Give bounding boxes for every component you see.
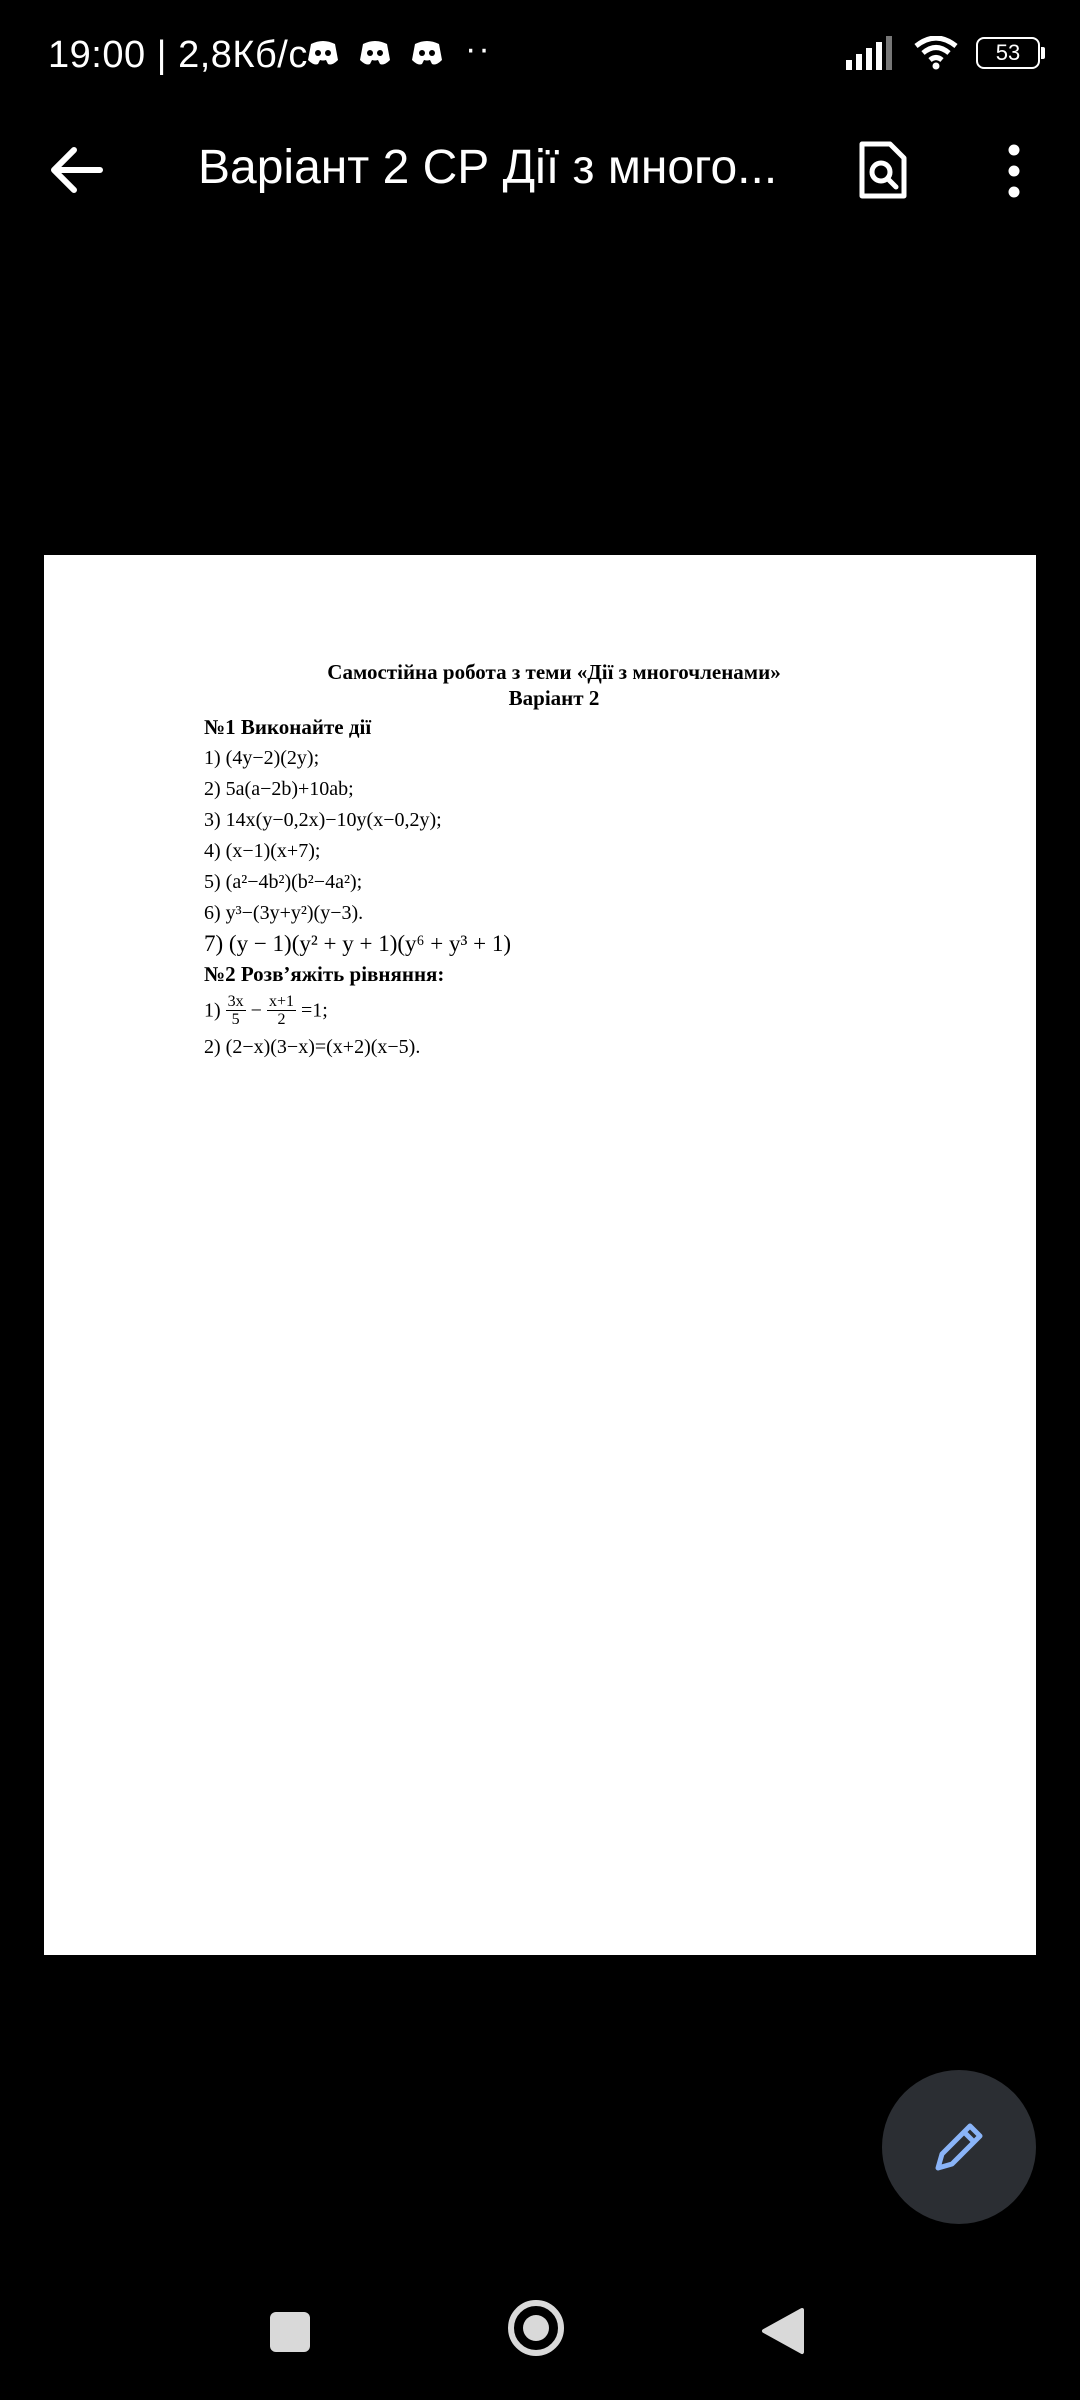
navigation-bar — [0, 2280, 1080, 2400]
doc-variant: Варіант 2 — [508, 686, 600, 711]
equation-1 — [204, 993, 904, 1029]
pencil-icon — [930, 2118, 988, 2176]
document-title: Варіант 2 СР Дії з много... — [198, 141, 778, 194]
search-document-icon[interactable] — [856, 140, 910, 202]
eq1-rest: =1; — [300, 999, 328, 1022]
task-item: 3) 14x(y−0,2x)−10y(x−0,2y); — [204, 808, 442, 831]
battery-icon — [976, 37, 1040, 69]
fraction-denominator: 5 — [231, 1011, 240, 1029]
task-item: 5) (a²−4b²)(b²−4a²); — [204, 870, 363, 893]
recents-button[interactable] — [270, 2312, 310, 2352]
fraction-numerator: 3x — [227, 992, 244, 1010]
app-bar — [0, 118, 1080, 222]
section-2-heading: №2 Розв’яжіть рівняння: — [204, 961, 445, 986]
status-bar — [0, 0, 1080, 118]
more-notifications-dots: ·· — [465, 30, 492, 68]
document-page[interactable] — [44, 555, 1036, 1955]
document-content — [204, 659, 904, 1060]
discord-icon — [306, 38, 340, 68]
battery-level: 53 — [995, 40, 1021, 65]
back-arrow-icon[interactable] — [46, 142, 106, 198]
fraction-numerator: x+1 — [268, 992, 294, 1010]
doc-title: Самостійна робота з теми «Дії з многочленами» — [327, 660, 781, 684]
eq1-prefix: 1) — [204, 999, 221, 1022]
edit-button[interactable] — [882, 2070, 1036, 2224]
discord-icon — [410, 38, 444, 68]
task-item: 4) (x−1)(x+7); — [204, 839, 321, 862]
fraction — [267, 993, 296, 1029]
task-item: 6) y³−(3y+y²)(y−3). — [204, 901, 364, 924]
discord-icon — [358, 38, 392, 68]
status-time: 19:00 | 2,8Кб/с — [48, 34, 308, 76]
more-options-icon[interactable] — [1000, 142, 1028, 200]
minus-sign: − — [250, 999, 262, 1022]
wifi-icon — [914, 36, 958, 70]
notification-icons — [306, 38, 444, 68]
signal-icon — [846, 36, 896, 70]
task-item: 1) (4y−2)(2y); — [204, 746, 320, 769]
section-1-heading: №1 Виконайте дії — [204, 714, 372, 739]
equation-2: 2) (2−x)(3−x)=(x+2)(x−5). — [204, 1035, 421, 1058]
nav-back-icon[interactable] — [760, 2306, 806, 2356]
fraction-denominator: 2 — [277, 1011, 286, 1029]
home-button[interactable] — [508, 2300, 564, 2356]
fraction — [226, 993, 246, 1029]
task-item: 2) 5a(a−2b)+10ab; — [204, 777, 354, 800]
task-item: 7) (y − 1)(y² + y + 1)(y⁶ + y³ + 1) — [204, 930, 512, 956]
